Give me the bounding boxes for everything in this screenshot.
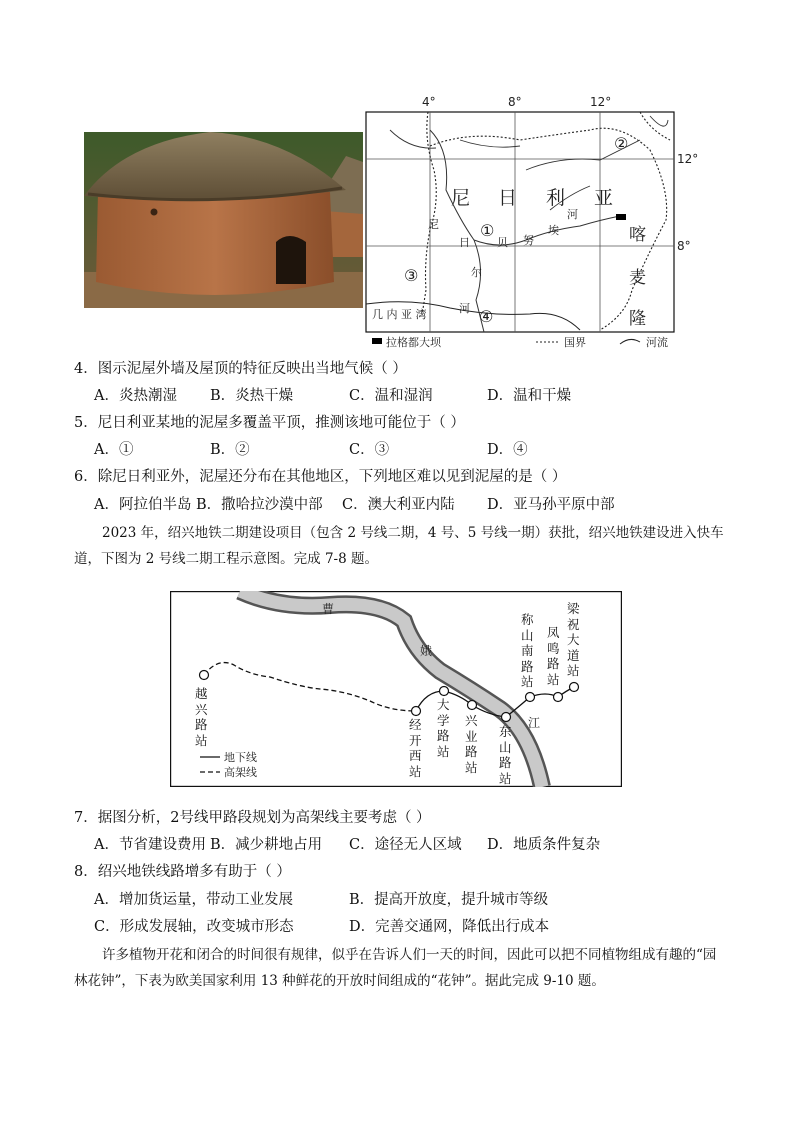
point-2: ② — [614, 134, 629, 153]
q8-option-d[interactable]: D．完善交通网，降低出行成本 — [349, 919, 550, 935]
q5-option-b[interactable]: B．② — [210, 442, 250, 458]
nigeria-map — [350, 90, 700, 352]
river-cao: 曹 — [322, 602, 335, 616]
label-jingkaixi: 经开西站 — [409, 717, 422, 779]
q6-option-a[interactable]: A．阿拉伯半岛 — [94, 497, 192, 513]
question-7: 7．据图分析，2号线甲路段规划为高架线主要考虑（ ） — [74, 810, 431, 826]
label-fengming: 凤鸣路站 — [547, 625, 560, 687]
river-jiang: 江 — [528, 716, 541, 730]
q6-option-b[interactable]: B．撒哈拉沙漠中部 — [196, 497, 323, 513]
q6-option-c[interactable]: C．澳大利亚内陆 — [342, 497, 455, 513]
station-fengming — [554, 693, 563, 702]
lat-8: 8° — [677, 239, 691, 253]
q5-option-c[interactable]: C．③ — [349, 442, 390, 458]
question-6: 6．除尼日利亚外，泥屋还分布在其他地区，下列地区难以见到泥屋的是（ ） — [74, 469, 567, 485]
question-5: 5．尼日利亚某地的泥屋多覆盖平顶，推测该地可能位于（ ） — [74, 415, 465, 431]
station-jingkaixi — [412, 707, 421, 716]
legend-river: 河流 — [646, 336, 668, 349]
lon-4: 4° — [422, 95, 436, 109]
q7-option-d[interactable]: D．地质条件复杂 — [487, 837, 601, 853]
label-dongshan: 东山路站 — [499, 724, 512, 786]
q5-option-a[interactable]: A．① — [94, 442, 134, 458]
dam-marker — [616, 214, 626, 220]
label-daxue: 大学路站 — [437, 697, 450, 759]
label-long: 隆 — [629, 309, 646, 329]
q5-option-d[interactable]: D．④ — [487, 442, 528, 458]
river-ni-2: 日 — [459, 236, 470, 249]
label-ka: 喀 — [629, 225, 646, 245]
q8-option-a[interactable]: A．增加货运量，带动工业发展 — [94, 892, 293, 908]
q7-option-a[interactable]: A．节省建设费用 — [94, 837, 206, 853]
river-ni-4: 河 — [459, 302, 470, 315]
metro-line-map — [170, 591, 622, 787]
legend-river-icon — [620, 339, 640, 344]
label-mai: 麦 — [629, 268, 646, 288]
q4-option-d[interactable]: D．温和干燥 — [487, 388, 572, 404]
label-chenshan: 称山南路站 — [521, 612, 534, 689]
river-ni-1: 尼 — [428, 218, 439, 231]
point-1: ① — [480, 221, 495, 240]
passage-metro — [74, 520, 724, 572]
legend-elevated: 高架线 — [224, 766, 257, 779]
question-4: 4．图示泥屋外墙及屋顶的特征反映出当地气候（ ） — [74, 361, 407, 377]
label-ri: 日 — [498, 187, 518, 209]
river-e: 娥 — [420, 644, 433, 658]
q4-option-b[interactable]: B．炎热干燥 — [210, 388, 294, 404]
river-be-4: 河 — [567, 208, 578, 221]
label-xingye: 兴业路站 — [465, 713, 478, 775]
legend-underground: 地下线 — [224, 751, 257, 764]
station-chenshan — [526, 693, 535, 702]
label-liangzhu: 梁祝大道站 — [567, 601, 580, 678]
station-dongshan — [502, 713, 511, 722]
label-ni: 尼 — [451, 187, 471, 209]
q8-option-c[interactable]: C．形成发展轴，改变城市形态 — [94, 919, 294, 935]
q7-option-c[interactable]: C．途径无人区域 — [349, 837, 462, 853]
river-ni-3: 尔 — [471, 266, 482, 279]
station-daxue — [440, 687, 449, 696]
lon-8: 8° — [508, 95, 522, 109]
passage-flower-clock — [74, 942, 724, 994]
q7-option-b[interactable]: B．减少耕地占用 — [210, 837, 323, 853]
q6-option-d[interactable]: D．亚马孙平原中部 — [487, 497, 615, 513]
q4-option-a[interactable]: A．炎热潮湿 — [94, 388, 177, 404]
river-be-1: 贝 — [497, 236, 508, 249]
station-liangzhu — [570, 683, 579, 692]
label-li: 利 — [546, 187, 566, 209]
river-be-3: 埃 — [548, 224, 559, 237]
legend-dam-icon — [372, 338, 382, 344]
river-be-2: 努 — [523, 234, 534, 247]
legend-border: 国界 — [564, 336, 586, 349]
label-yuexing: 越兴路站 — [195, 686, 208, 748]
point-4: ④ — [479, 307, 494, 326]
question-8: 8．绍兴地铁线路增多有助于（ ） — [74, 864, 291, 880]
hut-illustration — [84, 132, 363, 308]
label-ya: 亚 — [594, 187, 614, 209]
point-3: ③ — [404, 266, 419, 285]
q8-option-b[interactable]: B．提高开放度，提升城市等级 — [349, 892, 549, 908]
lon-12: 12° — [590, 95, 612, 109]
station-yuexing — [200, 671, 209, 680]
label-gulf: 几 内 亚 湾 — [372, 308, 427, 321]
station-xingye — [468, 701, 477, 710]
hut-photo — [84, 132, 363, 308]
legend-dam: 拉格都大坝 — [386, 336, 441, 349]
lat-12: 12° — [677, 152, 699, 166]
q4-option-c[interactable]: C．温和湿润 — [349, 388, 433, 404]
passage-metro-text: 2023 年，绍兴地铁二期建设项目（包含 2 号线二期，4 号、5 号线一期）获批，绍兴地铁建设进入快车道，下图为 2 号线二期工程示意图。完成 7-8 题。 — [74, 525, 724, 567]
passage-flower-text: 许多植物开花和闭合的时间很有规律，似乎在告诉人们一天的时间，因此可以把不同植物组成有趣的“园林花钟”，下表为欧美国家利用 13 种鲜花的开放时间组成的“花钟”。据此完成 9-10 题。 — [74, 947, 717, 989]
